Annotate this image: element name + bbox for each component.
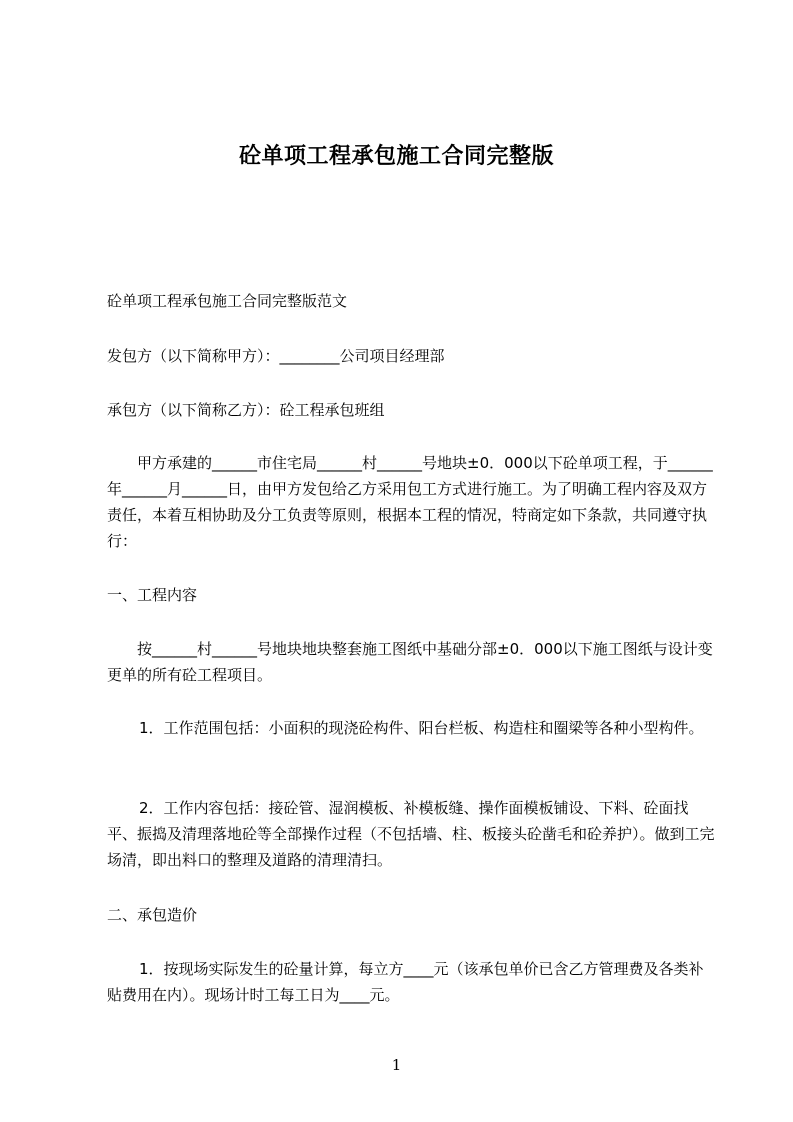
section-heading-contract-price: 二、承包造价 [107, 906, 198, 924]
clause-scope-of-work: 1．工作范围包括：小面积的现浇砼构件、阳台栏板、构造柱和圈梁等各种小型构件。 [139, 719, 704, 737]
preamble-paragraph: 甲方承建的______市住宅局______村______号地块±0．000以下砼单项工程，于______年______月______日，由甲方发包给乙方采用包工方式进行施工。为了明确工程内容及双方责任，本着互相协助及分工负责等原则，根据本工程的情况，特商定如下条款，共同遵守执行： [107, 454, 713, 550]
section-heading-work-content: 一、工程内容 [107, 586, 198, 604]
document-title: 砼单项工程承包施工合同完整版 [238, 144, 554, 169]
work-content-paragraph: 按______村______号地块地块整套施工图纸中基础分部±0．000以下施工图纸与设计变更单的所有砼工程项目。 [107, 640, 713, 684]
party-b-line: 承包方（以下简称乙方）：砼工程承包班组 [107, 401, 385, 419]
party-a-line: 发包方（以下简称甲方）：________公司项目经理部 [107, 347, 445, 365]
intro-line: 砼单项工程承包施工合同完整版范文 [107, 292, 348, 310]
clause-work-items: 2．工作内容包括：接砼管、湿润模板、补模板缝、操作面模板铺设、下料、砼面找平、振捣及清理落地砼等全部操作过程（不包括墙、柱、板接头砼凿毛和砼养护）。做到工完场清，即出料口的整理及道路的清理清扫。 [107, 799, 715, 869]
page-number: 1 [391, 1056, 402, 1074]
clause-unit-price: 1．按现场实际发生的砼量计算，每立方____元（该承包单价已含乙方管理费及各类补贴费用在内）。现场计时工每工日为____元。 [107, 960, 704, 1004]
